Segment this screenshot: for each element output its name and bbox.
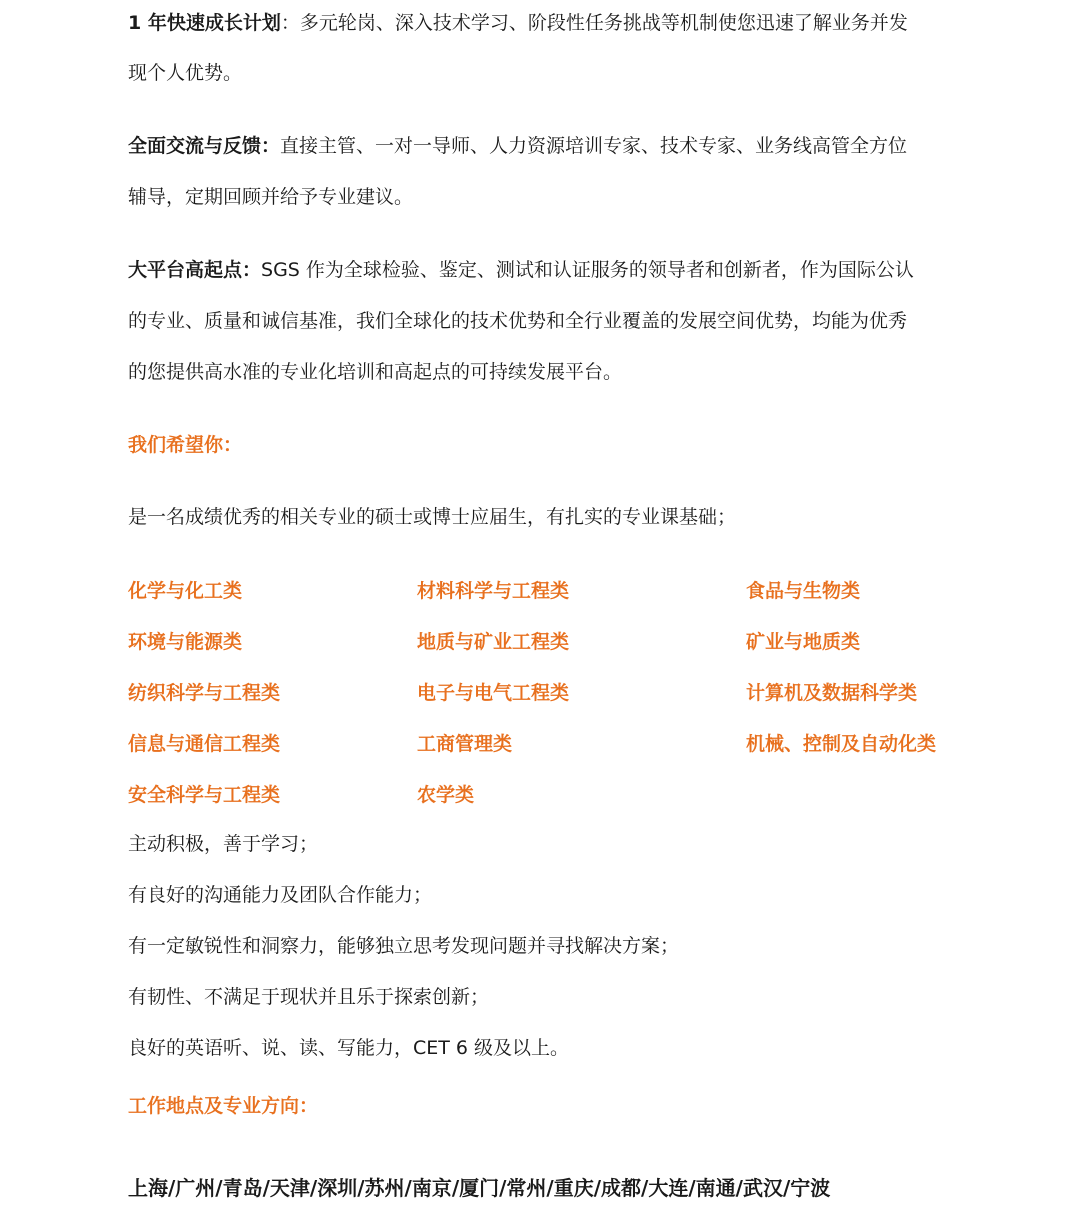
major-item: 电子与电气工程类 (417, 682, 570, 704)
platform-line-2: 的专业、质量和诚信基准，我们全球化的技术优势和全行业覆盖的发展空间优势，均能为优秀 (128, 310, 908, 332)
major-item: 食品与生物类 (746, 580, 861, 602)
major-item: 环境与能源类 (128, 631, 243, 653)
major-item: 农学类 (417, 784, 475, 806)
trait-item: 主动积极，善于学习； (128, 833, 319, 855)
trait-item: 有一定敏锐性和洞察力，能够独立思考发现问题并寻找解决方案； (128, 935, 680, 957)
growth-line-1: 1 年快速成长计划：多元轮岗、深入技术学习、阶段性任务挑战等机制使您迅速了解业务并发 (128, 12, 908, 34)
platform-line-1: 大平台高起点：SGS 作为全球检验、鉴定、测试和认证服务的领导者和创新者，作为国际公认 (128, 259, 914, 281)
major-item: 信息与通信工程类 (128, 733, 281, 755)
major-item: 化学与化工类 (128, 580, 243, 602)
major-item: 材料科学与工程类 (417, 580, 570, 602)
platform-label: 大平台高起点： (128, 259, 262, 281)
feedback-line-1: 全面交流与反馈：直接主管、一对一导师、人力资源培训专家、技术专家、业务线高管全方位 (128, 135, 908, 157)
locations-cities: 上海/广州/青岛/天津/深圳/苏州/南京/厦门/常州/重庆/成都/大连/南通/武汉/宁波 (128, 1176, 831, 1200)
feedback-line-2: 辅导，定期回顾并给予专业建议。 (128, 186, 414, 208)
feedback-label: 全面交流与反馈： (128, 135, 281, 157)
major-item: 安全科学与工程类 (128, 784, 281, 806)
growth-line-2: 现个人优势。 (128, 62, 243, 84)
requirements-intro: 是一名成绩优秀的相关专业的硕士或博士应届生，有扎实的专业课基础； (128, 506, 737, 528)
major-item: 工商管理类 (417, 733, 513, 755)
trait-item: 有韧性、不满足于现状并且乐于探索创新； (128, 986, 490, 1008)
major-item: 纺织科学与工程类 (128, 682, 281, 704)
growth-label: 1 年快速成长计划 (128, 12, 281, 34)
major-item: 计算机及数据科学类 (746, 682, 918, 704)
requirements-heading: 我们希望你： (128, 434, 243, 456)
major-item: 地质与矿业工程类 (417, 631, 570, 653)
trait-item: 良好的英语听、说、读、写能力，CET 6 级及以上。 (128, 1037, 570, 1059)
trait-item: 有良好的沟通能力及团队合作能力； (128, 884, 433, 906)
major-item: 机械、控制及自动化类 (746, 733, 937, 755)
platform-line-3: 的您提供高水准的专业化培训和高起点的可持续发展平台。 (128, 361, 623, 383)
major-item: 矿业与地质类 (746, 631, 861, 653)
locations-heading: 工作地点及专业方向： (128, 1095, 319, 1117)
